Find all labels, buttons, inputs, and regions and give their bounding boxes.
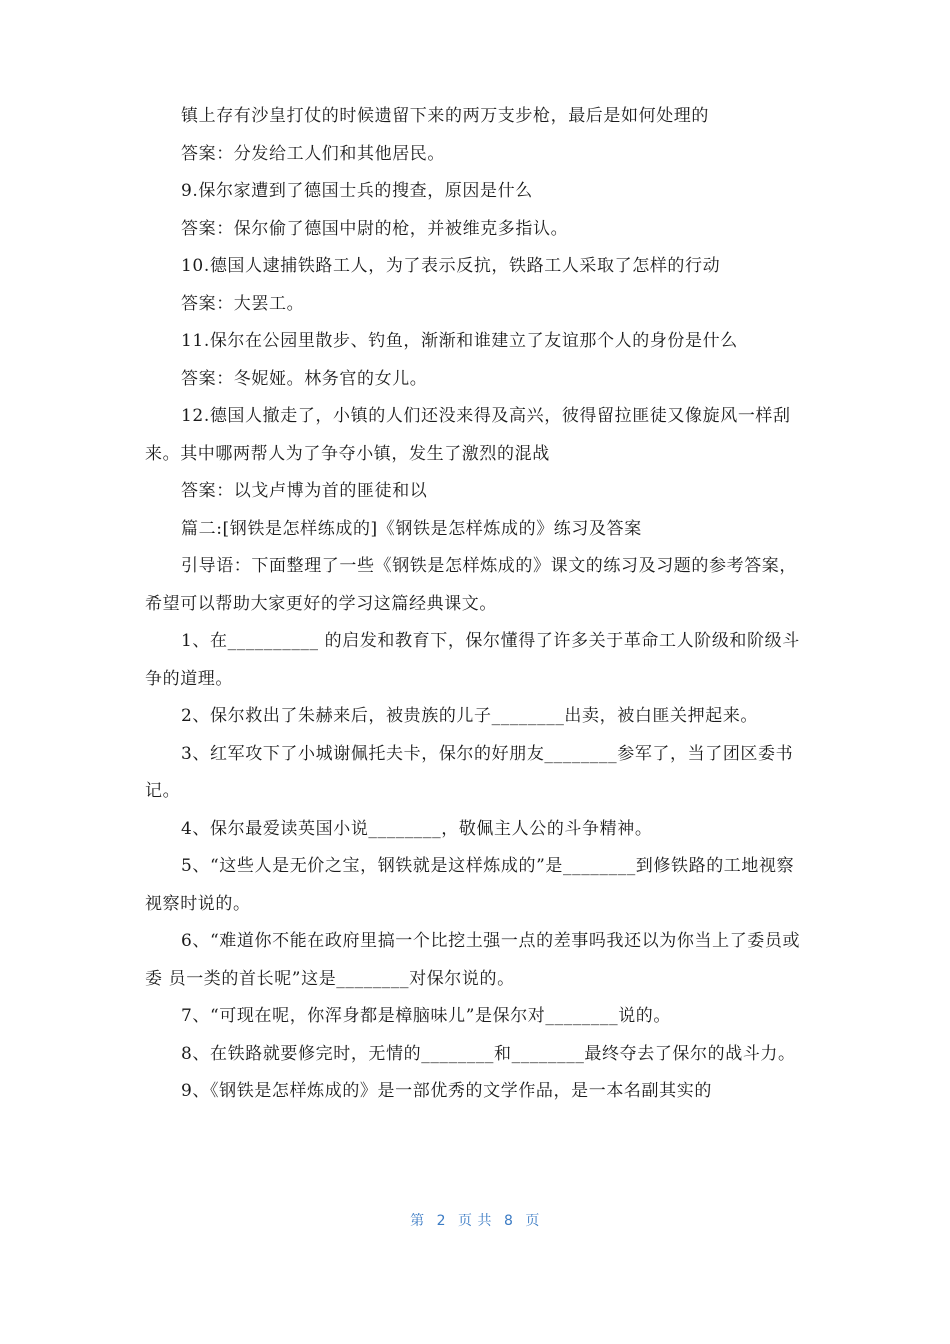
exercise-item: 8、在铁路就要修完时，无情的________和________最终夺去了保尔的战斗力。 <box>181 1043 796 1064</box>
paragraph: 引导语：下面整理了一些《钢铁是怎样炼成的》课文的练习及习题的参考答案，希望可以帮助大家更好的学习这篇经典课文。 <box>145 556 797 614</box>
exercise-item: 6、“难道你不能在政府里搞一个比挖土强一点的差事吗我还以为你当上了委员或委 员一类的首长呢”这是________对保尔说的。 <box>145 931 801 989</box>
exercise-item: 1、在__________ 的启发和教育下，保尔懂得了许多关于革命工人阶级和阶级斗争的道理。 <box>145 631 800 689</box>
section-heading: 篇二:[钢铁是怎样练成的]《钢铁是怎样炼成的》练习及答案 <box>181 518 642 539</box>
paragraph: 镇上存有沙皇打仗的时候遗留下来的两万支步枪，最后是如何处理的 <box>181 106 709 126</box>
footer-total-pages: 8 <box>503 1213 514 1229</box>
exercise-item: 7、“可现在呢，你浑身都是樟脑味儿”是保尔对________说的。 <box>181 1006 671 1026</box>
paragraph: 答案：以戈卢博为首的匪徒和以 <box>181 481 428 501</box>
page-footer <box>0 1210 950 1230</box>
footer-middle: 页 共 <box>458 1213 492 1229</box>
paragraph: 11.保尔在公园里散步、钓鱼，渐渐和谁建立了友谊那个人的身份是什么 <box>181 331 738 351</box>
exercise-item: 3、红军攻下了小城谢佩托夫卡，保尔的好朋友________参军了，当了团区委书记。 <box>145 743 794 801</box>
paragraph: 10.德国人逮捕铁路工人，为了表示反抗，铁路工人采取了怎样的行动 <box>181 256 721 276</box>
paragraph: 12.德国人撤走了，小镇的人们还没来得及高兴，彼得留拉匪徒又像旋风一样刮来。其中哪两帮人为了争夺小镇，发生了激烈的混战 <box>145 406 791 464</box>
paragraph: 答案：保尔偷了德国中尉的枪，并被维克多指认。 <box>181 218 569 239</box>
document-body <box>145 98 807 1111</box>
footer-prefix: 第 <box>410 1213 425 1229</box>
exercise-item: 4、保尔最爱读英国小说________，敬佩主人公的斗争精神。 <box>181 818 653 839</box>
exercise-item: 9、《钢铁是怎样炼成的》是一部优秀的文学作品，是一本名副其实的 <box>181 1081 712 1101</box>
paragraph: 答案：冬妮娅。林务官的女儿。 <box>181 368 428 389</box>
paragraph: 9.保尔家遭到了德国士兵的搜查，原因是什么 <box>181 181 533 201</box>
footer-current-page: 2 <box>436 1213 447 1229</box>
exercise-item: 2、保尔救出了朱赫来后，被贵族的儿子________出卖，被白匪关押起来。 <box>181 706 759 726</box>
footer-suffix: 页 <box>525 1213 540 1229</box>
paragraph: 答案：大罢工。 <box>181 293 305 314</box>
exercise-item: 5、“这些人是无价之宝，钢铁就是这样炼成的”是________到修铁路的工地视察视察时说的。 <box>145 856 795 914</box>
paragraph: 答案：分发给工人们和其他居民。 <box>181 143 445 164</box>
